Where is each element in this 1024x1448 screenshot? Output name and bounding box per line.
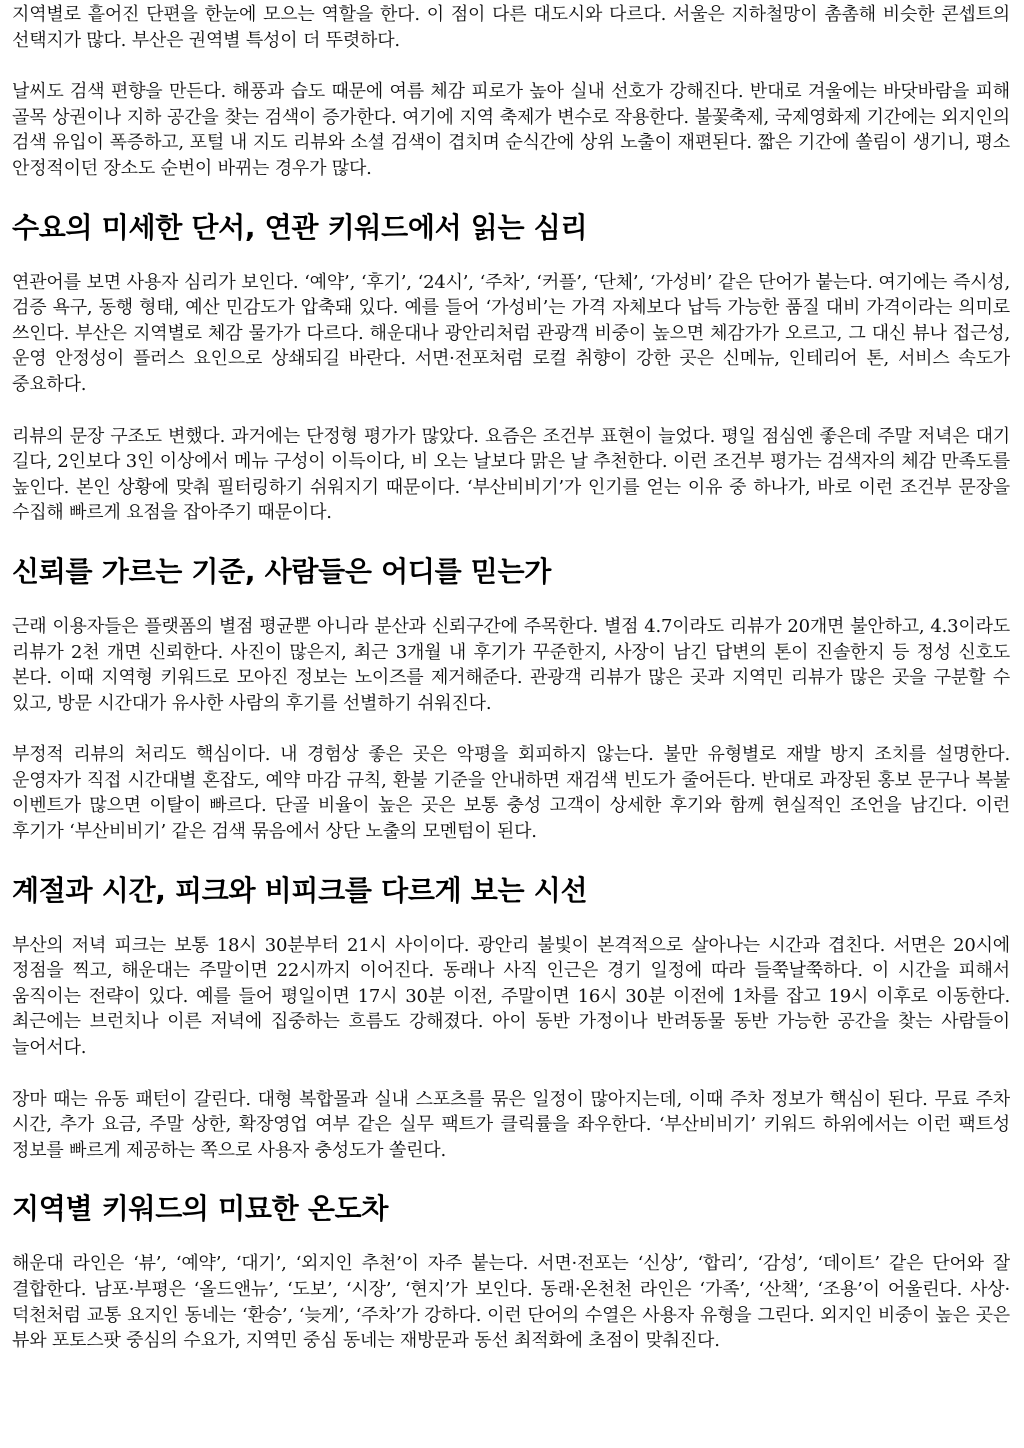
section-heading-keyword-psychology: 수요의 미세한 단서, 연관 키워드에서 읽는 심리 xyxy=(12,210,588,244)
section-4-paragraph-1: 해운대 라인은 ‘뷰’, ‘예약’, ‘대기’, ‘외지인 추천’이 자주 붙는다. 서면·전포는 ‘신상’, ‘합리’, ‘감성’, ‘데이트’ 같은 단어와 잘 결합한다. 남포·부평은 ‘올드앤뉴’, ‘도보’, ‘시장’, ‘현지’가 보인다. 동래·온천천 라인은 ‘가족’, ‘산책’, ‘조용’이 어울린다. 사상·덕천처럼 교통 요지인 동네는 ‘환승’, ‘늦게’, ‘주차’가 강하다. 이런 단어의 수열은 사용자 유형을 그린다. 외지인 비중이 높은 곳은 뷰와 포토스팟 중심의 수요가, 지역민 중심 동네는 재방문과 동선 최적화에 초점이 맞춰진다. xyxy=(12,1253,1010,1352)
section-2-paragraph-1: 근래 이용자들은 플랫폼의 별점 평균뿐 아니라 분산과 신뢰구간에 주목한다. 별점 4.7이라도 리뷰가 20개면 불안하고, 4.3이라도 리뷰가 2천 개면 신뢰한다. 사진이 많은지, 최근 3개월 내 후기가 꾸준한지, 사장이 남긴 답변의 톤이 진솔한지 등 정성 신호도 본다. 이때 지역형 키워드로 모아진 정보는 노이즈를 제거해준다. 관광객 리뷰가 많은 곳과 지역민 리뷰가 많은 곳을 구분할 수 있고, 방문 시간대가 유사한 사람의 후기를 선별하기 쉬워진다. xyxy=(12,615,1010,714)
intro-paragraph-2: 날씨도 검색 편향을 만든다. 해풍과 습도 때문에 여름 체감 피로가 높아 실내 선호가 강해진다. 반대로 겨울에는 바닷바람을 피해 골목 상권이나 지하 공간을 찾는 검색이 증가한다. 여기에 지역 축제가 변수로 작용한다. 불꽃축제, 국제영화제 기간에는 외지인의 검색 유입이 폭증하고, 포털 내 지도 리뷰와 소셜 검색이 겹치며 순식간에 상위 노출이 재편된다. 짧은 기간에 쏠림이 생기니, 평소 안정적이던 장소도 순번이 바뀌는 경우가 많다. xyxy=(12,81,1010,179)
section-3-paragraph-2: 장마 때는 유동 패턴이 갈린다. 대형 복합몰과 실내 스포츠를 묶은 일정이 많아지는데, 이때 주차 정보가 핵심이 된다. 무료 주차 시간, 추가 요금, 주말 상한, 확장영업 여부 같은 실무 팩트가 클릭률을 좌우한다. ‘부산비비기’ 키워드 하위에서는 이런 팩트성 정보를 빠르게 제공하는 쪽으로 사용자 충성도가 쏠린다. xyxy=(12,1088,1010,1161)
section-3-paragraph-1: 부산의 저녁 피크는 보통 18시 30분부터 21시 사이이다. 광안리 불빛이 본격적으로 살아나는 시간과 겹친다. 서면은 20시에 정점을 찍고, 해운대는 주말이면 22시까지 이어진다. 동래나 사직 인근은 경기 일정에 따라 들쭉날쭉하다. 이 시간을 피해서 움직이는 전략이 있다. 예를 들어 평일이면 17시 30분 이전, 주말이면 16시 30분 이전에 1차를 잡고 19시 이후로 이동한다. 최근에는 브런치나 이른 저녁에 집중하는 흐름도 강해졌다. 아이 동반 가정이나 반려동물 동반 가능한 공간을 찾는 사람들이 늘어서다. xyxy=(12,934,1010,1059)
section-heading-season-peak: 계절과 시간, 피크와 비피크를 다르게 보는 시선 xyxy=(12,873,588,907)
section-heading-trust-criteria: 신뢰를 가르는 기준, 사람들은 어디를 믿는가 xyxy=(12,554,552,588)
intro-paragraph-1: 지역별로 흩어진 단편을 한눈에 모으는 역할을 한다. 이 점이 다른 대도시와 다르다. 서울은 지하철망이 촘촘해 비슷한 콘셉트의 선택지가 많다. 부산은 권역별 특성이 더 뚜렷하다. xyxy=(12,4,1010,51)
section-1-paragraph-1: 연관어를 보면 사용자 심리가 보인다. ‘예약’, ‘후기’, ‘24시’, ‘주차’, ‘커플’, ‘단체’, ‘가성비’ 같은 단어가 붙는다. 여기에는 즉시성, 검증 욕구, 동행 형태, 예산 민감도가 압축돼 있다. 예를 들어 ‘가성비’는 가격 자체보다 납득 가능한 품질 대비 가격이라는 의미로 쓰인다. 부산은 지역별로 체감 물가가 다르다. 해운대나 광안리처럼 관광객 비중이 높으면 체감가가 오르고, 그 대신 뷰나 접근성, 운영 안정성이 플러스 요인으로 상쇄되길 바란다. 서면·전포처럼 로컬 취향이 강한 곳은 신메뉴, 인테리어 톤, 서비스 속도가 중요하다. xyxy=(12,271,1010,395)
section-heading-regional-keywords: 지역별 키워드의 미묘한 온도차 xyxy=(12,1192,389,1226)
section-2-paragraph-2: 부정적 리뷰의 처리도 핵심이다. 내 경험상 좋은 곳은 악평을 회피하지 않는다. 불만 유형별로 재발 방지 조치를 설명한다. 운영자가 직접 시간대별 혼잡도, 예약 마감 규칙, 환불 기준을 안내하면 재검색 빈도가 줄어든다. 반대로 과장된 홍보 문구나 복불 이벤트가 많으면 이탈이 빠르다. 단골 비율이 높은 곳은 보통 충성 고객이 상세한 후기와 함께 현실적인 조언을 남긴다. 이런 후기가 ‘부산비비기’ 같은 검색 묶음에서 상단 노출의 모멘텀이 된다. xyxy=(12,744,1010,843)
section-1-paragraph-2: 리뷰의 문장 구조도 변했다. 과거에는 단정형 평가가 많았다. 요즘은 조건부 표현이 늘었다. 평일 점심엔 좋은데 주말 저녁은 대기 길다, 2인보다 3인 이상에서 메뉴 구성이 이득이다, 비 오는 날보다 맑은 날 추천한다. 이런 조건부 평가는 검색자의 체감 만족도를 높인다. 본인 상황에 맞춰 필터링하기 쉬워지기 때문이다. ‘부산비비기’가 인기를 얻는 이유 중 하나가, 바로 이런 조건부 문장을 수집해 빠르게 요점을 잡아주기 때문이다. xyxy=(12,425,1010,524)
